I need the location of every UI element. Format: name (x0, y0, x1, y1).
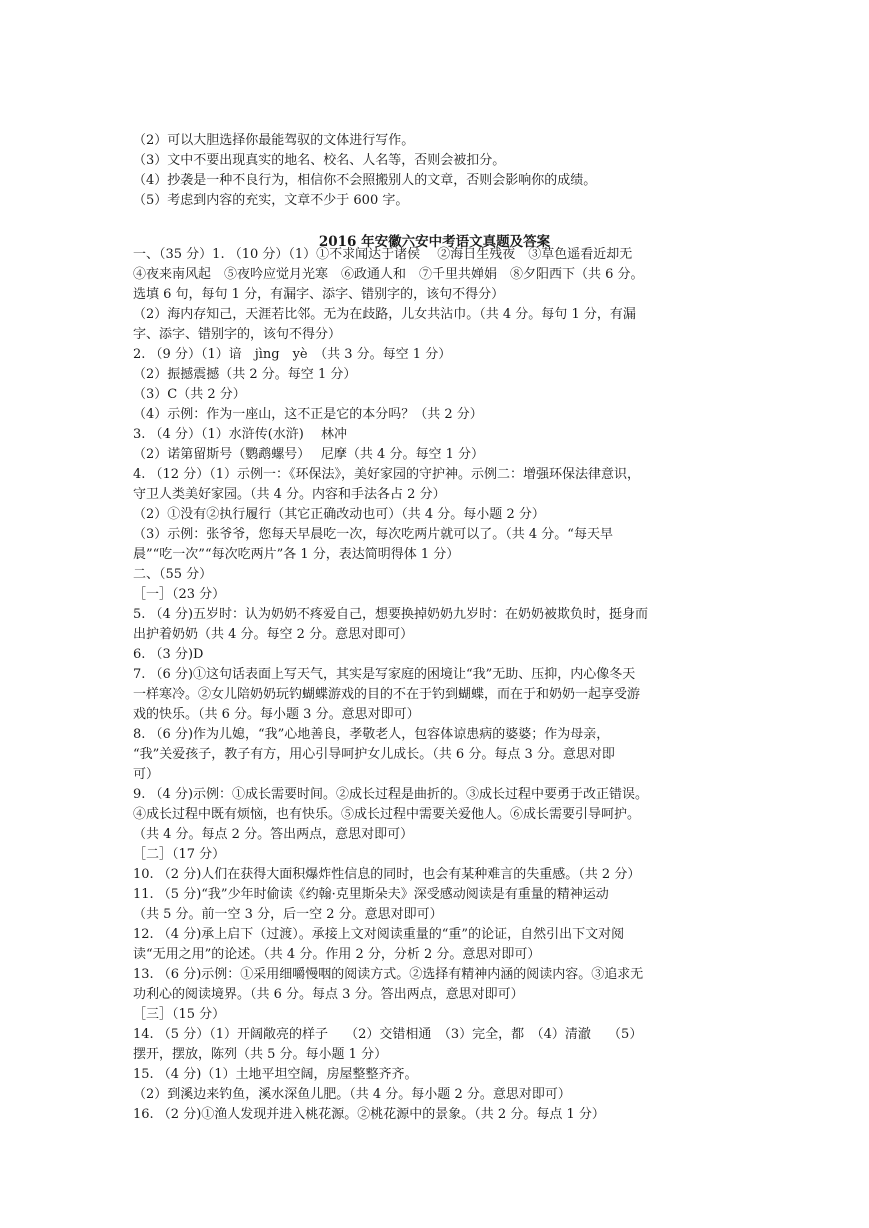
answer-line: （3）C（共 2 分） (133, 387, 246, 402)
answer-line: 11. （5 分)“我”少年时偷读《约翰·克里斯朵夫》深受感动阅读是有重量的精神运动 (133, 887, 609, 902)
note-line: （2）可以大胆选择你最能驾驭的文体进行写作。 (133, 133, 415, 148)
answer-line: 选填 6 句，每句 1 分，有漏字、添字、错别字的，该句不得分） (133, 287, 505, 302)
answer-line: （4）示例：作为一座山，这不正是它的本分吗？（共 2 分） (133, 407, 483, 422)
answer-line: 字、添字、错别字的，该句不得分） (133, 327, 342, 342)
answer-line: 4. （12 分）（1）示例一：《环保法》，美好家园的守护神。示例二：增强环保法律意识， (133, 467, 640, 482)
answer-line: （3）示例：张爷爷，您每天早晨吃一次，每次吃两片就可以了。（共 4 分。“每天早 (133, 527, 613, 542)
answer-line: 可） (133, 767, 160, 782)
answer-line: （2）海内存知己，天涯若比邻。无为在歧路，儿女共沾巾。（共 4 分。每句 1 分，有漏 (133, 307, 636, 322)
answer-line: 8. （6 分)作为儿媳，“我”心地善良，孝敬老人，包容体谅患病的婆婆；作为母亲， (133, 727, 610, 742)
answer-line: 12. （4 分)承上启下（过渡）。承接上文对阅读重量的“重”的论证，自然引出下文对阅 (133, 927, 625, 942)
answer-line: 14. （5 分）（1）开阔敞亮的样子 （2）交错相通 （3）完全，都 （4）清澈 （5） (133, 1027, 643, 1042)
answer-line: 7. （6 分)①这句话表面上写天气，其实是写家庭的困境让“我”无助、压抑，内心像冬天 (133, 667, 636, 682)
top-notes (133, 131, 737, 211)
answer-line: 一样寒冷。②女儿陪奶奶玩钓蝴蝶游戏的目的不在于钓到蝴蝶，而在于和奶奶一起享受游 (133, 687, 641, 702)
answer-line: 15. （4 分)（1）土地平坦空阔，房屋整整齐齐。 (133, 1067, 418, 1082)
answer-line: 3. （4 分）（1）水浒传(水浒) 林冲 (133, 427, 347, 442)
answer-line: ［一］（23 分） (133, 587, 226, 602)
answer-line: 13. （6 分)示例：①采用细嚼慢咽的阅读方式。②选择有精神内涵的阅读内容。③追求无 (133, 967, 644, 982)
answer-line: 10. （2 分)人们在获得大面积爆炸性信息的同时，也会有某种难言的失重感。（共 2 分） (133, 867, 641, 882)
note-line: （3）文中不要出现真实的地名、校名、人名等，否则会被扣分。 (133, 153, 506, 168)
answer-line: 6. （3 分)D (133, 647, 204, 662)
answer-line: （2）到溪边来钓鱼，溪水深鱼儿肥。（共 4 分。每小题 2 分。意思对即可） (133, 1087, 571, 1102)
answer-line: 戏的快乐。（共 6 分。每小题 3 分。意思对即可） (133, 707, 420, 722)
answer-line: （2）①没有②执行履行（其它正确改动也可）（共 4 分。每小题 2 分） (133, 507, 545, 522)
answer-line: 晨”“吃一次”“每次吃两片”各 1 分，表达简明得体 1 分） (133, 547, 460, 562)
answer-line: （2）诺第留斯号（鹦鹉螺号） 尼摩（共 4 分。每空 1 分） (133, 447, 484, 462)
answer-line: 2. （9 分）（1）谙 jìng yè （共 3 分。每空 1 分） (133, 347, 452, 362)
document-title: 2016 年安徽六安中考语文真题及答案 (318, 234, 551, 250)
answer-line: 16. （2 分)①渔人发现并进入桃花源。②桃花源中的景象。（共 2 分。每点 1 分） (133, 1107, 605, 1122)
answer-line: （2）振撼震撼（共 2 分。每空 1 分） (133, 367, 357, 382)
answer-line: “我”关爱孩子，教子有方，用心引导呵护女儿成长。（共 6 分。每点 3 分。意思对即 (133, 747, 615, 762)
answer-line: 读“无用之用”的论述。（共 4 分。作用 2 分，分析 2 分。意思对即可） (133, 947, 541, 962)
answer-section (133, 245, 737, 1125)
answer-line: 一、（35 分）1. （10 分）（1）①不求闻达于诸侯 ②海日生残夜 ③草色遥看近却无 (133, 247, 633, 262)
answer-line: ④夜来南风起 ⑤夜吟应觉月光寒 ⑥政通人和 ⑦千里共婵娟 ⑧夕阳西下（共 6 分。 (133, 267, 644, 282)
answer-line: 5. （4 分)五岁时：认为奶奶不疼爱自己，想要换掉奶奶九岁时：在奶奶被欺负时，挺身而 (133, 607, 649, 622)
answer-line: 二、（55 分） (133, 567, 213, 582)
answer-line: 出护着奶奶（共 4 分。每空 2 分。意思对即可） (133, 627, 414, 642)
answer-line: ［二］（17 分） (133, 847, 226, 862)
answer-line: 摆开，摆放，陈列（共 5 分。每小题 1 分） (133, 1047, 388, 1062)
answer-line: 功利心的阅读境界。（共 6 分。每点 3 分。答出两点，意思对即可） (133, 987, 524, 1002)
note-line: （4）抄袭是一种不良行为，相信你不会照搬别人的文章，否则会影响你的成绩。 (133, 173, 597, 188)
answer-line: （共 5 分。前一空 3 分，后一空 2 分。意思对即可） (133, 907, 443, 922)
answer-line: ④成长过程中既有烦恼，也有快乐。⑤成长过程中需要关爱他人。⑥成长需要引导呵护。 (133, 807, 641, 822)
answer-line: （共 4 分。每点 2 分。答出两点，意思对即可） (133, 827, 414, 842)
answer-line: 守卫人类美好家园。（共 4 分。内容和手法各占 2 分） (133, 487, 446, 502)
note-line: （5）考虑到内容的充实，文章不少于 600 字。 (133, 193, 409, 208)
answer-line: ［三］（15 分） (133, 1007, 226, 1022)
answer-line: 9. （4 分)示例：①成长需要时间。②成长过程是曲折的。③成长过程中要勇于改正错误。 (133, 787, 649, 802)
